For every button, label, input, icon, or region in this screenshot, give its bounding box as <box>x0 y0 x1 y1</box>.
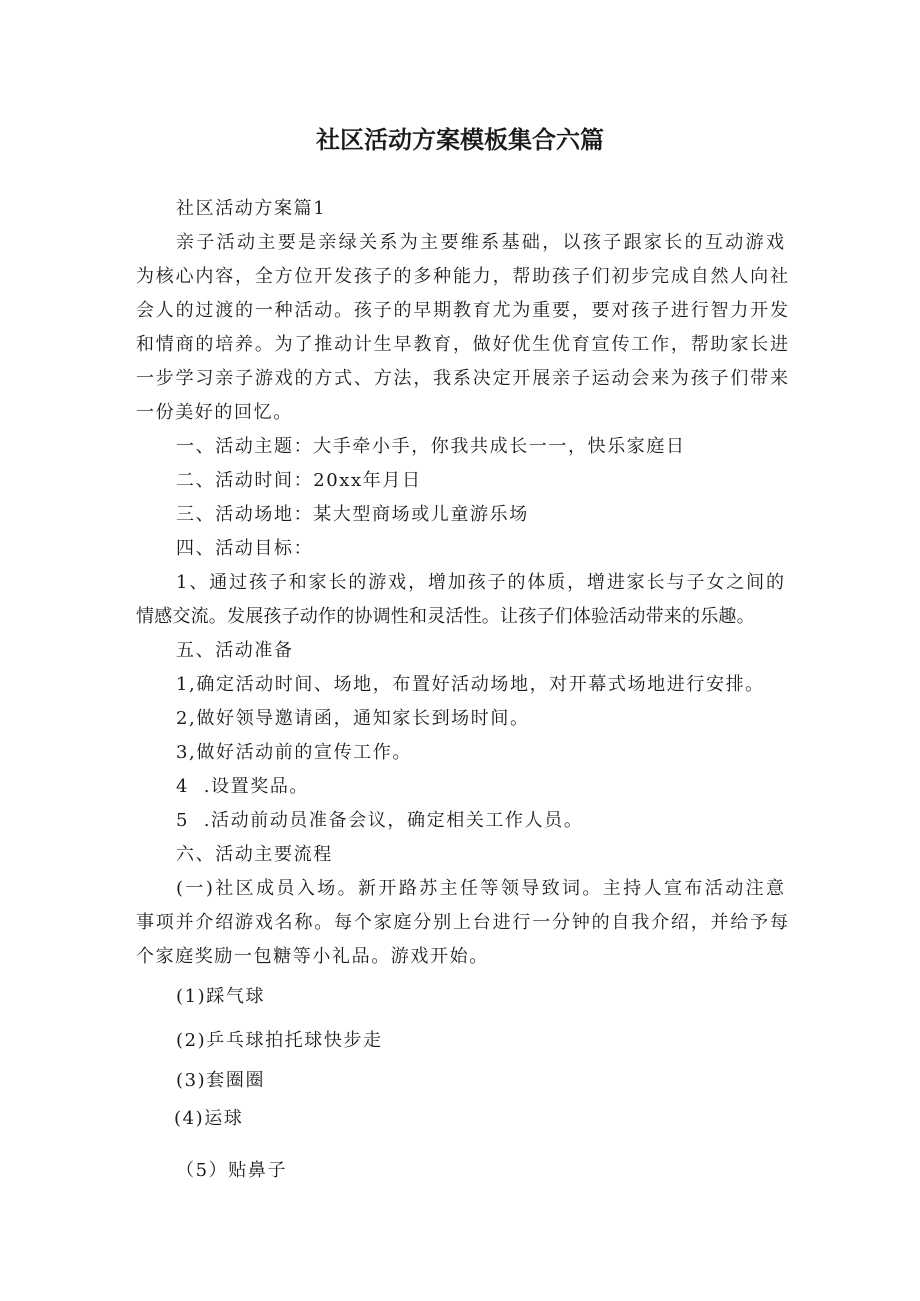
flow-line-3: 个家庭奖励一包糖等小礼品。游戏开始。 <box>136 946 489 967</box>
activity-venue: 三、活动场地：某大型商场或儿童游乐场 <box>176 504 529 525</box>
prep-item-4: 4 .设置奖品。 <box>176 776 310 797</box>
activity-time: 二、活动时间：20xx年月日 <box>176 470 422 491</box>
section-heading: 社区活动方案篇1 <box>176 198 327 219</box>
flow-line-2: 事项并介绍游戏名称。每个家庭分别上台进行一分钟的自我介绍，并给予每 <box>136 912 788 933</box>
intro-line-1: 亲子活动主要是亲绿关系为主要维系基础，以孩子跟家长的互动游戏 <box>176 232 784 253</box>
prep-heading: 五、活动准备 <box>176 640 294 661</box>
prep-item-2: 2,做好领导邀请函，通知家长到场时间。 <box>176 708 530 729</box>
game-item-2: (2)乒乓球拍托球快步走 <box>176 1030 383 1051</box>
intro-line-3: 会人的过渡的一种活动。孩子的早期教育尤为重要，要对孩子进行智力开发 <box>136 300 788 321</box>
intro-line-6: 一份美好的回忆。 <box>136 402 293 423</box>
flow-line-1: (一)社区成员入场。新开路苏主任等领导致词。主持人宣布活动注意 <box>176 878 784 899</box>
document-title: 社区活动方案模板集合六篇 <box>316 126 604 154</box>
intro-line-4: 和情商的培养。为了推动计生早教育，做好优生优育宣传工作，帮助家长进 <box>136 334 788 355</box>
goal-heading: 四、活动目标： <box>176 538 314 559</box>
intro-line-2: 为核心内容，全方位开发孩子的多种能力，帮助孩子们初步完成自然人向社 <box>136 266 788 287</box>
flow-heading: 六、活动主要流程 <box>176 844 333 865</box>
game-item-3: (3)套圈圈 <box>176 1070 266 1091</box>
game-item-1: (1)踩气球 <box>176 986 266 1007</box>
prep-item-5: 5 .活动前动员准备会议，确定相关工作人员。 <box>176 810 584 831</box>
goal-line-1: 1、通过孩子和家长的游戏，增加孩子的体质，增进家长与子女之间的 <box>176 572 784 593</box>
goal-line-2: 情感交流。发展孩子动作的协调性和灵活性。让孩子们体验活动带来的乐趣。 <box>136 606 755 627</box>
activity-theme: 一、活动主题：大手牵小手，你我共成长一一，快乐家庭日 <box>176 436 686 457</box>
prep-item-3: 3,做好活动前的宣传工作。 <box>176 742 412 763</box>
intro-line-5: 一步学习亲子游戏的方式、方法，我系决定开展亲子运动会来为孩子们带来 <box>136 368 788 389</box>
game-item-4: (4)运球 <box>174 1108 244 1129</box>
prep-item-1: 1,确定活动时间、场地，布置好活动场地，对开幕式场地进行安排。 <box>176 674 765 695</box>
game-item-5: （5）贴鼻子 <box>176 1160 288 1181</box>
